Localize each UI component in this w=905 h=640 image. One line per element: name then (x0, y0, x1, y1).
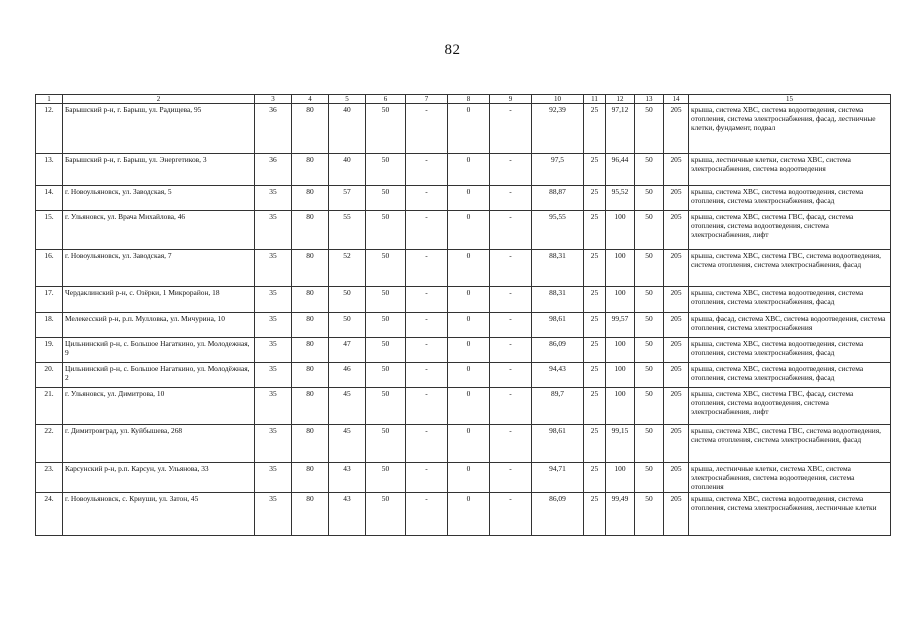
col-9: - (490, 154, 532, 186)
col-7: - (406, 363, 448, 388)
address: г. Новоульяновск, ул. Заводская, 5 (63, 186, 255, 211)
table-row (36, 463, 891, 493)
col-14: 205 (664, 211, 689, 250)
table-row (36, 104, 891, 154)
col-13: 50 (635, 287, 664, 313)
row-number: 22. (36, 425, 63, 463)
col-12: 100 (606, 363, 635, 388)
table-row (36, 388, 891, 425)
col-10: 86,09 (532, 338, 584, 363)
col-3: 36 (255, 104, 292, 154)
col-7: - (406, 388, 448, 425)
col-6: 50 (366, 493, 406, 536)
col-9: - (490, 425, 532, 463)
col-3: 35 (255, 425, 292, 463)
address: г. Димитровград, ул. Куйбышева, 268 (63, 425, 255, 463)
address: г. Ульяновск, ул. Димитрова, 10 (63, 388, 255, 425)
col-10: 98,61 (532, 425, 584, 463)
col-11: 25 (584, 425, 606, 463)
col-7: - (406, 104, 448, 154)
col-9: - (490, 211, 532, 250)
works-list: крыша, система ХВС, система ГВС, фасад, система отопления, система водоотведения, система электроснабжения, лифт (689, 388, 891, 425)
col-13: 50 (635, 154, 664, 186)
header-cell: 4 (292, 95, 329, 104)
col-5: 40 (329, 104, 366, 154)
col-4: 80 (292, 287, 329, 313)
col-12: 100 (606, 250, 635, 287)
header-cell: 2 (63, 95, 255, 104)
header-cell: 9 (490, 95, 532, 104)
row-number: 24. (36, 493, 63, 536)
table-row (36, 250, 891, 287)
col-4: 80 (292, 154, 329, 186)
col-3: 35 (255, 493, 292, 536)
col-4: 80 (292, 313, 329, 338)
col-6: 50 (366, 186, 406, 211)
col-5: 46 (329, 363, 366, 388)
col-9: - (490, 313, 532, 338)
data-table (35, 94, 891, 536)
col-10: 88,31 (532, 287, 584, 313)
col-14: 205 (664, 154, 689, 186)
col-12: 100 (606, 338, 635, 363)
col-6: 50 (366, 154, 406, 186)
col-4: 80 (292, 250, 329, 287)
col-3: 36 (255, 154, 292, 186)
works-list: крыша, система ХВС, система ГВС, система водоотведения, система отопления, система электроснабжения, фасад (689, 250, 891, 287)
page-number: 82 (444, 42, 461, 58)
table-row (36, 338, 891, 363)
header-cell: 14 (664, 95, 689, 104)
header-cell: 6 (366, 95, 406, 104)
col-9: - (490, 388, 532, 425)
col-10: 92,39 (532, 104, 584, 154)
col-11: 25 (584, 104, 606, 154)
col-14: 205 (664, 338, 689, 363)
col-11: 25 (584, 154, 606, 186)
address: Барышский р-н, г. Барыш, ул. Радищева, 95 (63, 104, 255, 154)
col-10: 94,43 (532, 363, 584, 388)
col-10: 95,55 (532, 211, 584, 250)
col-7: - (406, 287, 448, 313)
col-13: 50 (635, 211, 664, 250)
col-14: 205 (664, 186, 689, 211)
col-11: 25 (584, 313, 606, 338)
col-3: 35 (255, 250, 292, 287)
address: Чердаклинский р-н, с. Озёрки, 1 Микрорайон, 18 (63, 287, 255, 313)
table-row (36, 154, 891, 186)
col-10: 86,09 (532, 493, 584, 536)
col-8: 0 (448, 388, 490, 425)
row-number: 18. (36, 313, 63, 338)
address: Барышский р-н, г. Барыш, ул. Энергетиков, 3 (63, 154, 255, 186)
col-7: - (406, 211, 448, 250)
row-number: 19. (36, 338, 63, 363)
col-6: 50 (366, 425, 406, 463)
works-list: крыша, лестничные клетки, система ХВС, система электроснабжения, система водоотведения, система отопления (689, 463, 891, 493)
col-14: 205 (664, 250, 689, 287)
col-13: 50 (635, 425, 664, 463)
col-6: 50 (366, 313, 406, 338)
col-9: - (490, 338, 532, 363)
col-4: 80 (292, 493, 329, 536)
col-12: 100 (606, 211, 635, 250)
works-list: крыша, система ХВС, система водоотведения, система отопления, система электроснабжения, фасад (689, 186, 891, 211)
col-11: 25 (584, 388, 606, 425)
col-12: 96,44 (606, 154, 635, 186)
col-4: 80 (292, 104, 329, 154)
table-row (36, 211, 891, 250)
header-cell: 11 (584, 95, 606, 104)
col-13: 50 (635, 313, 664, 338)
header-cell: 7 (406, 95, 448, 104)
col-8: 0 (448, 250, 490, 287)
col-14: 205 (664, 104, 689, 154)
works-list: крыша, система ХВС, система водоотведения, система отопления, система электроснабжения, лестничные клетки (689, 493, 891, 536)
col-11: 25 (584, 186, 606, 211)
works-list: крыша, система ХВС, система водоотведения, система отопления, система электроснабжения, фасад (689, 287, 891, 313)
col-11: 25 (584, 250, 606, 287)
col-8: 0 (448, 313, 490, 338)
col-7: - (406, 493, 448, 536)
col-8: 0 (448, 287, 490, 313)
col-4: 80 (292, 363, 329, 388)
col-4: 80 (292, 425, 329, 463)
col-6: 50 (366, 338, 406, 363)
table-row (36, 363, 891, 388)
row-number: 20. (36, 363, 63, 388)
works-list: крыша, лестничные клетки, система ХВС, система электроснабжения, система водоотведения (689, 154, 891, 186)
col-10: 94,71 (532, 463, 584, 493)
address: г. Новоульяновск, с. Криуши, ул. Затон, 45 (63, 493, 255, 536)
col-12: 95,52 (606, 186, 635, 211)
col-3: 35 (255, 287, 292, 313)
col-6: 50 (366, 388, 406, 425)
address: Мелекесский р-н, р.п. Мулловка, ул. Мичурина, 10 (63, 313, 255, 338)
col-7: - (406, 250, 448, 287)
col-13: 50 (635, 186, 664, 211)
col-14: 205 (664, 287, 689, 313)
col-5: 57 (329, 186, 366, 211)
col-6: 50 (366, 250, 406, 287)
col-13: 50 (635, 463, 664, 493)
col-14: 205 (664, 463, 689, 493)
row-number: 16. (36, 250, 63, 287)
col-5: 47 (329, 338, 366, 363)
table-row (36, 186, 891, 211)
col-10: 89,7 (532, 388, 584, 425)
col-5: 45 (329, 425, 366, 463)
table-row (36, 425, 891, 463)
col-5: 45 (329, 388, 366, 425)
col-9: - (490, 463, 532, 493)
works-list: крыша, фасад, система ХВС, система водоотведения, система отопления, система электроснабжения (689, 313, 891, 338)
col-11: 25 (584, 338, 606, 363)
col-5: 50 (329, 287, 366, 313)
col-8: 0 (448, 338, 490, 363)
col-3: 35 (255, 313, 292, 338)
address: Карсунский р-н, р.п. Карсун, ул. Ульянова, 33 (63, 463, 255, 493)
works-list: крыша, система ХВС, система ГВС, фасад, система отопления, система водоотведения, система электроснабжения, лифт (689, 211, 891, 250)
header-cell: 13 (635, 95, 664, 104)
col-5: 52 (329, 250, 366, 287)
col-4: 80 (292, 186, 329, 211)
col-4: 80 (292, 211, 329, 250)
table-row (36, 313, 891, 338)
col-7: - (406, 463, 448, 493)
col-5: 43 (329, 493, 366, 536)
col-13: 50 (635, 104, 664, 154)
col-13: 50 (635, 250, 664, 287)
header-cell: 3 (255, 95, 292, 104)
col-9: - (490, 250, 532, 287)
row-number: 17. (36, 287, 63, 313)
col-3: 35 (255, 211, 292, 250)
works-list: крыша, система ХВС, система водоотведения, система отопления, система электроснабжения, фасад (689, 338, 891, 363)
row-number: 14. (36, 186, 63, 211)
col-14: 205 (664, 363, 689, 388)
col-8: 0 (448, 363, 490, 388)
col-14: 205 (664, 313, 689, 338)
col-12: 99,57 (606, 313, 635, 338)
header-row (36, 95, 891, 104)
row-number: 13. (36, 154, 63, 186)
col-11: 25 (584, 211, 606, 250)
address: г. Новоульяновск, ул. Заводская, 7 (63, 250, 255, 287)
col-8: 0 (448, 463, 490, 493)
col-11: 25 (584, 463, 606, 493)
works-list: крыша, система ХВС, система ГВС, система водоотведения, система отопления, система электроснабжения, фасад (689, 425, 891, 463)
col-3: 35 (255, 463, 292, 493)
col-3: 35 (255, 186, 292, 211)
col-11: 25 (584, 287, 606, 313)
works-list: крыша, система ХВС, система водоотведения, система отопления, система электроснабжения, фасад (689, 363, 891, 388)
col-14: 205 (664, 425, 689, 463)
header-cell: 1 (36, 95, 63, 104)
header-cell: 12 (606, 95, 635, 104)
col-7: - (406, 313, 448, 338)
row-number: 15. (36, 211, 63, 250)
col-13: 50 (635, 493, 664, 536)
header-cell: 15 (689, 95, 891, 104)
col-9: - (490, 493, 532, 536)
col-12: 100 (606, 463, 635, 493)
col-14: 205 (664, 493, 689, 536)
works-list: крыша, система ХВС, система водоотведения, система отопления, система электроснабжения, фасад, лестничные клетки, фундамент, подвал (689, 104, 891, 154)
table-row (36, 287, 891, 313)
col-6: 50 (366, 363, 406, 388)
col-10: 97,5 (532, 154, 584, 186)
col-9: - (490, 287, 532, 313)
col-7: - (406, 154, 448, 186)
col-6: 50 (366, 463, 406, 493)
col-11: 25 (584, 363, 606, 388)
col-12: 100 (606, 287, 635, 313)
col-4: 80 (292, 463, 329, 493)
col-12: 99,15 (606, 425, 635, 463)
header-cell: 5 (329, 95, 366, 104)
col-13: 50 (635, 388, 664, 425)
col-4: 80 (292, 338, 329, 363)
col-5: 55 (329, 211, 366, 250)
col-9: - (490, 186, 532, 211)
col-3: 35 (255, 388, 292, 425)
col-12: 100 (606, 388, 635, 425)
col-6: 50 (366, 287, 406, 313)
col-13: 50 (635, 338, 664, 363)
col-8: 0 (448, 493, 490, 536)
address: Цильнинский р-н, с. Большое Нагаткино, ул. Молодежная, 9 (63, 338, 255, 363)
col-12: 97,12 (606, 104, 635, 154)
col-7: - (406, 186, 448, 211)
col-8: 0 (448, 104, 490, 154)
col-11: 25 (584, 493, 606, 536)
row-number: 21. (36, 388, 63, 425)
header-cell: 8 (448, 95, 490, 104)
col-4: 80 (292, 388, 329, 425)
col-7: - (406, 425, 448, 463)
col-5: 50 (329, 313, 366, 338)
col-10: 88,31 (532, 250, 584, 287)
header-cell: 10 (532, 95, 584, 104)
col-3: 35 (255, 338, 292, 363)
col-7: - (406, 338, 448, 363)
col-6: 50 (366, 104, 406, 154)
col-12: 99,49 (606, 493, 635, 536)
row-number: 12. (36, 104, 63, 154)
row-number: 23. (36, 463, 63, 493)
address: г. Ульяновск, ул. Врача Михайлова, 46 (63, 211, 255, 250)
col-9: - (490, 104, 532, 154)
col-10: 98,61 (532, 313, 584, 338)
col-13: 50 (635, 363, 664, 388)
col-14: 205 (664, 388, 689, 425)
col-5: 40 (329, 154, 366, 186)
col-3: 35 (255, 363, 292, 388)
col-10: 88,87 (532, 186, 584, 211)
col-8: 0 (448, 154, 490, 186)
col-5: 43 (329, 463, 366, 493)
col-8: 0 (448, 186, 490, 211)
col-9: - (490, 363, 532, 388)
col-8: 0 (448, 211, 490, 250)
table-row (36, 493, 891, 536)
col-6: 50 (366, 211, 406, 250)
col-8: 0 (448, 425, 490, 463)
address: Цильнинский р-н, с. Большое Нагаткино, ул. Молодёжная, 2 (63, 363, 255, 388)
